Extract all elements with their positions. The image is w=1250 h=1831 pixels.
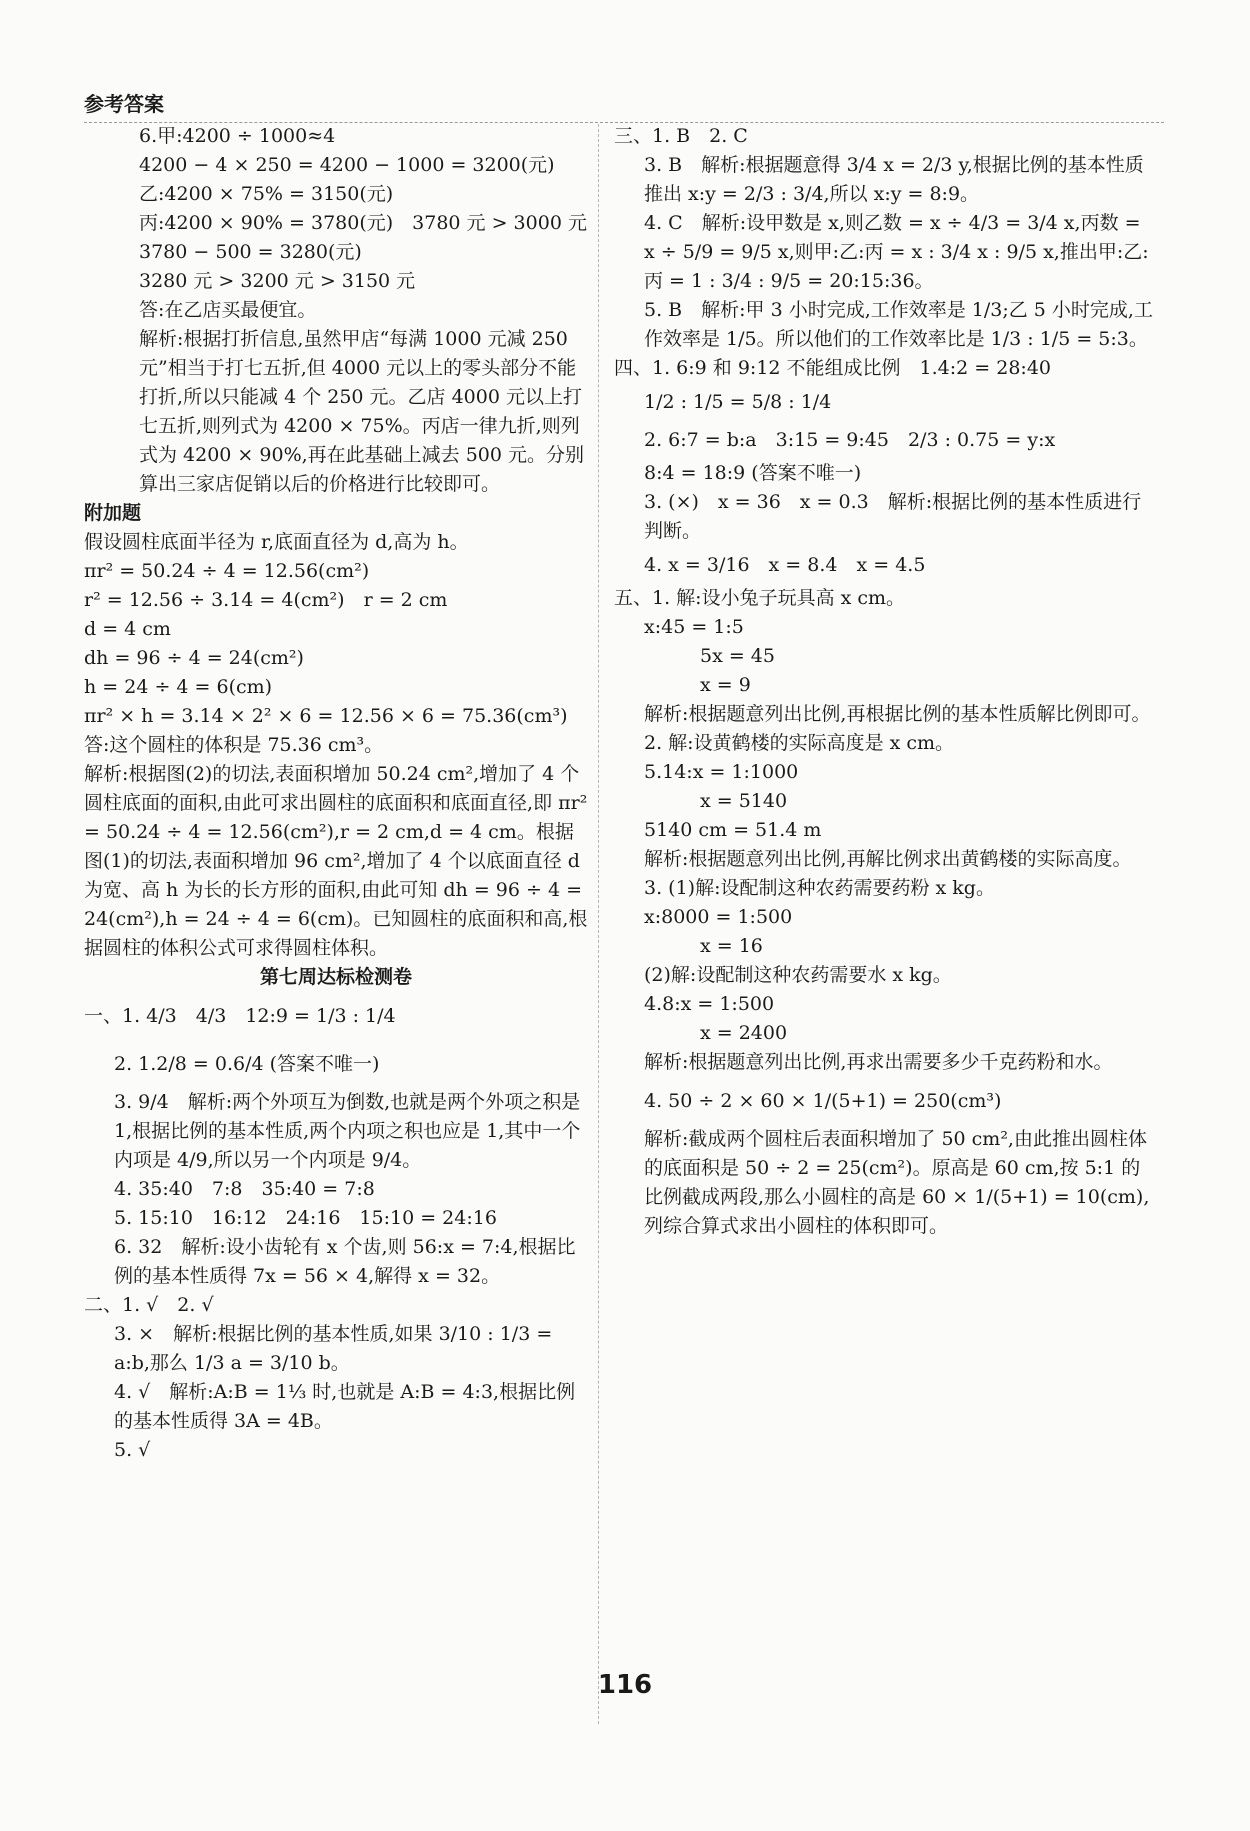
answer-line: x = 5140 — [700, 790, 788, 812]
answer-line: r² = 12.56 ÷ 3.14 = 4(cm²) r = 2 cm — [84, 589, 448, 611]
answer-line: 5x = 45 — [700, 645, 775, 667]
answer-line: 1/2 : 1/5 = 5/8 : 1/4 — [644, 391, 832, 413]
answer-line: 5. √ — [114, 1439, 151, 1461]
answer-explanation: 解析:根据题意列出比例,再解比例求出黄鹤楼的实际高度。 — [644, 848, 1132, 870]
answer-explanation: 3. B 解析:根据题意得 3/4 x = 2/3 y,根据比例的基本性质推出 x:y = 2/3 : 3/4,所以 x:y = 8:9。 — [644, 154, 1144, 205]
answer-explanation: 4. √ 解析:A:B = 1⅓ 时,也就是 A:B = 4:3,根据比例的基本性质得 3A = 4B。 — [114, 1381, 576, 1432]
answer-line: 四、1. 6:9 和 9:12 不能组成比例 1.4:2 = 28:40 — [614, 357, 1051, 379]
answer-explanation: 解析:根据题意列出比例,再求出需要多少千克药粉和水。 — [644, 1051, 1113, 1073]
answer-explanation: 3. 9/4 解析:两个外项互为倒数,也就是两个外项之积是 1,根据比例的基本性质,两个内项之积也应是 1,其中一个内项是 4/9,所以另一个内项是 9/4。 — [114, 1091, 581, 1171]
answer-line: 3280 元 > 3200 元 > 3150 元 — [139, 270, 416, 292]
answer-line: 6.甲:4200 ÷ 1000≈4 — [139, 125, 336, 147]
answer-line: x:8000 = 1:500 — [644, 906, 793, 928]
answer-explanation: 解析:根据图(2)的切法,表面积增加 50.24 cm²,增加了 4 个圆柱底面的面积,由此可求出圆柱的底面积和底面直径,即 πr² = 50.24 ÷ 4 = 12.56(cm²),r = 2 cm,d = 4 cm。根据图(1)的切法,表面积增加 96 cm²,增加了 4 个以底面直径 d 为宽、高 h 为长的长方形的面积,由此可知 dh = 96 ÷ 4 = 24(cm²),h = 24 ÷ 4 = 6(cm)。已知圆柱的底面积和高,根据圆柱的体积公式可求得圆柱体积。 — [84, 763, 588, 959]
answer-line: x = 2400 — [700, 1022, 788, 1044]
answer-explanation: 解析:截成两个圆柱后表面积增加了 50 cm²,由此推出圆柱体的底面积是 50 ÷ 2 = 25(cm²)。原高是 60 cm,按 5:1 的比例截成两段,那么小圆柱的高是 60 × 1/(5+1) = 10(cm),列综合算式求出小圆柱的体积即可。 — [644, 1128, 1150, 1237]
left-column — [84, 122, 588, 1465]
answer-line: 二、1. √ 2. √ — [84, 1294, 214, 1316]
answer-explanation: 3. × 解析:根据比例的基本性质,如果 3/10 : 1/3 = a:b,那么 1/3 a = 3/10 b。 — [114, 1323, 553, 1374]
answer-line: x:45 = 1:5 — [644, 616, 744, 638]
answer-line: 4.8:x = 1:500 — [644, 993, 775, 1015]
answer-line: πr² × h = 3.14 × 2² × 6 = 12.56 × 6 = 75.36(cm³) — [84, 705, 568, 727]
answer-line: 丙:4200 × 90% = 3780(元) 3780 元 > 3000 元 — [139, 212, 587, 234]
answer-line: πr² = 50.24 ÷ 4 = 12.56(cm²) — [84, 560, 370, 582]
answer-line: 乙:4200 × 75% = 3150(元) — [139, 183, 394, 205]
section-heading: 第七周达标检测卷 — [259, 966, 412, 988]
answer-line: 三、1. B 2. C — [614, 125, 748, 147]
answer-explanation: 4. C 解析:设甲数是 x,则乙数 = x ÷ 4/3 = 3/4 x,丙数 = x ÷ 5/9 = 9/5 x,则甲:乙:丙 = x : 3/4 x : 9/5 x,推出甲:乙:丙 = 1 : 3/4 : 9/5 = 20:15:36。 — [644, 212, 1149, 292]
answer-line: (2)解:设配制这种农药需要水 x kg。 — [644, 964, 952, 986]
right-column — [614, 122, 1154, 1241]
answer-explanation: 3. (×) x = 36 x = 0.3 解析:根据比例的基本性质进行判断。 — [644, 491, 1142, 542]
answer-line: 4. 35:40 7:8 35:40 = 7:8 — [114, 1178, 375, 1200]
answer-line: 8:4 = 18:9 (答案不唯一) — [644, 462, 862, 484]
answer-line: 2. 1.2/8 = 0.6/4 (答案不唯一) — [114, 1053, 380, 1075]
answer-line: 4200 − 4 × 250 = 4200 − 1000 = 3200(元) — [139, 154, 555, 176]
answer-line: 4. 50 ÷ 2 × 60 × 1/(5+1) = 250(cm³) — [644, 1090, 1002, 1112]
answer-line: dh = 96 ÷ 4 = 24(cm²) — [84, 647, 304, 669]
answer-line: 5.14:x = 1:1000 — [644, 761, 799, 783]
answer-line: 五、1. 解:设小兔子玩具高 x cm。 — [614, 587, 906, 609]
answer-line: 5140 cm = 51.4 m — [644, 819, 822, 841]
answer-line: 3. (1)解:设配制这种农药需要药粉 x kg。 — [644, 877, 995, 899]
answer-line: 假设圆柱底面半径为 r,底面直径为 d,高为 h。 — [84, 531, 469, 553]
answer-line: 一、1. 4/3 4/3 12:9 = 1/3 : 1/4 — [84, 1005, 396, 1027]
answer-line: x = 9 — [700, 674, 751, 696]
answer-line: 答:在乙店买最便宜。 — [139, 299, 317, 321]
answer-explanation: 解析:根据题意列出比例,再根据比例的基本性质解比例即可。 — [644, 703, 1151, 725]
answer-line: 2. 6:7 = b:a 3:15 = 9:45 2/3 : 0.75 = y:x — [644, 429, 1056, 451]
answer-line: 3780 − 500 = 3280(元) — [139, 241, 362, 263]
answer-explanation: 6. 32 解析:设小齿轮有 x 个齿,则 56:x = 7:4,根据比例的基本性质得 7x = 56 × 4,解得 x = 32。 — [114, 1236, 576, 1287]
answer-explanation: 5. B 解析:甲 3 小时完成,工作效率是 1/3;乙 5 小时完成,工作效率是 1/5。所以他们的工作效率比是 1/3 : 1/5 = 5:3。 — [644, 299, 1153, 350]
answer-explanation: 解析:根据打折信息,虽然甲店“每满 1000 元减 250 元”相当于打七五折,但 4000 元以上的零头部分不能打折,所以只能减 4 个 250 元。乙店 4000 元以上打七五折,则列式为 4200 × 75%。丙店一律九折,则列式为 4200 × 90%,再在此基础上减去 500 元。分别算出三家店促销以后的价格进行比较即可。 — [139, 328, 585, 495]
answer-line: d = 4 cm — [84, 618, 171, 640]
answer-line: 4. x = 3/16 x = 8.4 x = 4.5 — [644, 554, 926, 576]
answer-line: 答:这个圆柱的体积是 75.36 cm³。 — [84, 734, 384, 756]
column-divider — [598, 124, 599, 1724]
section-heading: 附加题 — [84, 502, 142, 524]
answer-line: h = 24 ÷ 4 = 6(cm) — [84, 676, 273, 698]
page-number: 116 — [597, 1670, 653, 1700]
answer-line: 2. 解:设黄鹤楼的实际高度是 x cm。 — [644, 732, 955, 754]
page-header-title: 参考答案 — [84, 92, 164, 116]
answer-line: 5. 15:10 16:12 24:16 15:10 = 24:16 — [114, 1207, 497, 1229]
answer-line: x = 16 — [700, 935, 763, 957]
